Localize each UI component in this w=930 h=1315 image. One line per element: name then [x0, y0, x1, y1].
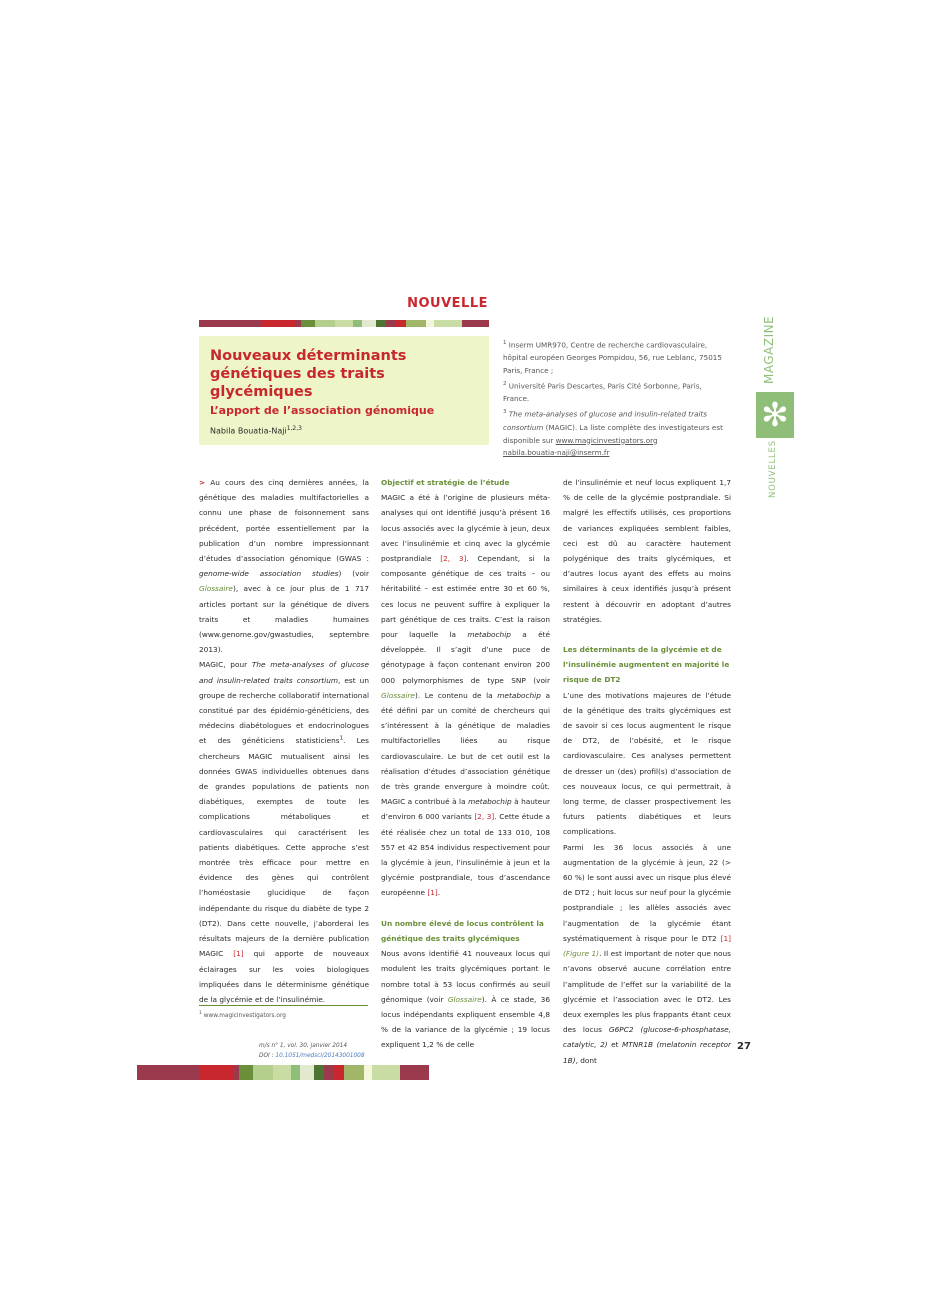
stripe-segment: [253, 1065, 273, 1080]
magazine-side-label: MAGAZINE: [762, 315, 776, 384]
stripe-segment: [386, 320, 396, 327]
author-email[interactable]: nabila.bouatia-naji@inserm.fr: [503, 448, 610, 458]
author: Nabila Bouatia-Naji$^{1,2,3}$: [210, 425, 302, 436]
asterisk-icon: ✻: [756, 392, 794, 438]
article-subtitle: L’apport de l’association génomique: [210, 404, 435, 417]
glossary-link[interactable]: Glossaire: [381, 690, 415, 700]
stripe-segment: [335, 320, 353, 327]
stripe-segment: [400, 1065, 429, 1080]
affiliations: [503, 337, 725, 460]
glossary-link[interactable]: Glossaire: [199, 584, 233, 594]
top-color-stripe: [199, 320, 489, 327]
rubric-label: NOUVELLE: [407, 296, 488, 311]
citation-link[interactable]: [1]: [720, 933, 731, 943]
body-column-3: [563, 475, 731, 1068]
stripe-segment: [324, 1065, 334, 1080]
doi-line: DOI : 10.1051/medsci/20143001008: [259, 1053, 365, 1059]
stripe-segment: [434, 320, 462, 327]
stripe-segment: [406, 320, 426, 327]
stripe-segment: [372, 1065, 400, 1080]
consortium-link[interactable]: www.magicinvestigators.org: [555, 435, 658, 445]
stripe-segment: [199, 320, 256, 327]
paragraph: MAGIC a été à l’origine de plusieurs méta-analyses qui ont identifié jusqu’à présent 16 locus associés avec la glycémie à jeun, deux avec l’insulinémie et cinq avec la glycémie postprandiale [2, 3]. Cependant, si la composante génétique de ces traits – ou héritabilité – est estimée entre 30 et 60 %, ces locus ne peuvent suffire à expliquer la part génétique de ces traits. C’est la raison pour laquelle la metabochip a été développée. Il s’agit d’une puce de génotypage à façon contenant environ 200 000 polymorphismes de type SNP (voir Glossaire). Le contenu de la metabochip a été défini par un comité de chercheurs qui s’intéressent à la génétique de maladies multifactorielles liées au risque cardiovasculaire. Le but de cet outil est la réalisation d’études d’association génétique de très grande envergure à moindre coût. MAGIC a contribué à la metabochip à hauteur d’environ 6 000 variants [2, 3]. Cette étude a été réalisée chez un total de 133 010, 108 557 et 42 854 individus respectivement pour la glycémie à jeun, l’insulinémie à jeun et la glycémie postprandiale, tous d’ascendance européenne [1].: [381, 493, 550, 898]
stripe-segment: [334, 1065, 344, 1080]
stripe-segment: [353, 320, 362, 327]
journal-citation: m/s n° 1, vol. 30, janvier 2014: [259, 1043, 348, 1049]
stripe-segment: [200, 1065, 233, 1080]
citation-link[interactable]: [2, 3]: [474, 812, 495, 822]
affiliation-1: $^1$ Inserm UMR970, Centre de recherche cardiovasculaire, hôpital européen Georges Pompidou, 56, rue Leblanc, 75015 Paris, France ;: [503, 340, 722, 376]
doi-link[interactable]: 10.1051/medsci/20143001008: [275, 1053, 365, 1059]
stripe-segment: [376, 320, 386, 327]
article-title: Nouveaux déterminants génétiques des traits glycémiques: [210, 348, 407, 400]
stripe-segment: [362, 320, 376, 327]
affiliation-2: $^2$ Université Paris Descartes, Paris Cité Sorbonne, Paris, France.: [503, 381, 702, 404]
body-column-1: [199, 475, 369, 1007]
paragraph: > Au cours des cinq dernières années, la génétique des maladies multifactorielles a connu une phase de foisonnement sans précédent, portée essentiellement par la publication d’un nombre impressionnant d’études d’association génomique (GWAS : genome-wide association studies) (voir Glossaire), avec à ce jour plus de 1 717 articles portant sur la génétique de divers traits et maladies humaines (www.genome.gov/gwastudies, septembre 2013).: [199, 478, 369, 655]
stripe-segment: [315, 320, 335, 327]
stripe-segment: [137, 1065, 194, 1080]
section-heading: Les déterminants de la glycémie et de l’insulinémie augmentent en majorité le risque de DT2: [563, 645, 730, 685]
section-heading: Objectif et stratégie de l’étude: [381, 478, 510, 487]
paragraph: L’une des motivations majeures de l’étude de la génétique des traits glycémiques est de savoir si ces locus augmentent le risque de DT2, de l’obésité, et le risque cardiovasculaire. Ces analyses permettent de dresser un (des) profil(s) d’association de ces nouveaux locus, ce qui permettrait, à long terme, de classer prospectivement les futurs patients diabétiques et leurs complications.: [563, 690, 731, 837]
stripe-segment: [300, 1065, 314, 1080]
figure-link[interactable]: (Figure 1): [563, 949, 600, 959]
citation-link[interactable]: [2, 3]: [440, 554, 467, 564]
nouvelles-side-label: NOUVELLES: [768, 440, 778, 498]
citation-link[interactable]: [1]: [427, 888, 438, 898]
affiliation-3: $^3$ The meta-analyses of glucose and insulin-related traits consortium (MAGIC). La liste complète des investigateurs est disponible sur www.magicinvestigators.org: [503, 409, 723, 445]
footnote: $^1$ www.magicinvestigators.org: [199, 1011, 286, 1019]
bottom-color-stripe: [137, 1065, 429, 1080]
stripe-segment: [314, 1065, 324, 1080]
title-box: [199, 336, 489, 445]
page-number: 27: [737, 1041, 751, 1052]
stripe-segment: [396, 320, 406, 327]
stripe-segment: [301, 320, 315, 327]
citation-link[interactable]: [1]: [233, 949, 244, 959]
paragraph: Nous avons identifié 41 nouveaux locus qui modulent les traits glycémiques portant le nombre total à 53 locus confirmés au seuil génomique (voir Glossaire). À ce stade, 36 locus indépendants expliquent ensemble 4,8 % de la variance de la glycémie ; 19 locus expliquent 1,2 % de celle: [381, 949, 550, 1050]
stripe-segment: [262, 320, 295, 327]
stripe-segment: [462, 320, 489, 327]
stripe-segment: [273, 1065, 291, 1080]
stripe-segment: [364, 1065, 372, 1080]
paragraph: de l’insulinémie et neuf locus expliquent 1,7 % de celle de la glycémie postprandiale. Si malgré les effectifs utilisés, ces proportions de variances expliquées semblent faibles, ceci est dû au caractère hautement polygénique des traits glycémiques, et d’autres locus ayant des effets au moins similaires à ceux identifiés jusqu’à présent restent à découvrir en adoptant d’autres stratégies.: [563, 478, 731, 624]
glossary-link[interactable]: Glossaire: [447, 994, 482, 1004]
body-column-2: [381, 475, 550, 1053]
paragraph: Parmi les 36 locus associés à une augmentation de la glycémie à jeun, 22 (> 60 %) le sont aussi avec un risque plus élevé de DT2 ; huit locus sur neuf pour la glycémie postprandiale ; les allèles associés avec l’augmentation de la glycémie étant systématiquement à risque pour le DT2 [1] (Figure 1). Il est important de noter que nous n’avons observé aucune corrélation entre l’amplitude de l’effet sur la variabilité de la glycémie et l’association avec le DT2. Les deux exemples les plus frappants étant ceux des locus G6PC2 (glucose-6-phosphatase, catalytic, 2) et MTNR1B (melatonin receptor 1B), dont: [563, 842, 732, 1065]
footnote-rule: [199, 1005, 368, 1006]
stripe-segment: [239, 1065, 253, 1080]
stripe-segment: [344, 1065, 364, 1080]
paragraph: MAGIC, pour The meta-analyses of glucose and insulin-related traits consortium, est un groupe de recherche collaboratif international constitué par des épidémio-généticiens, des médecins diabétologues et endocrinologues et des généticiens statisticiens$^1$. Les chercheurs MAGIC mutualisent ainsi les données GWAS individuelles obtenues dans de grandes populations de patients non diabétiques, exemptes de toute les complications métaboliques et cardiovasculaires qui caractérisent les patients diabétiques. Cette approche s’est montrée très efficace pour mettre en évidence des gènes qui contrôlent l’homéostasie glucidique de façon indépendante du risque du diabète de type 2 (DT2). Dans cette nouvelle, j’aborderai les résultats majeurs de la dernière publication MAGIC [1] qui apporte de nouveaux éclairages sur les voies biologiques impliquées dans le déterminisme génétique de la glycémie et de l’insulinémie.: [199, 660, 369, 1004]
stripe-segment: [426, 320, 434, 327]
stripe-segment: [291, 1065, 300, 1080]
section-heading: Un nombre élevé de locus contrôlent la génétique des traits glycémiques: [381, 918, 544, 943]
